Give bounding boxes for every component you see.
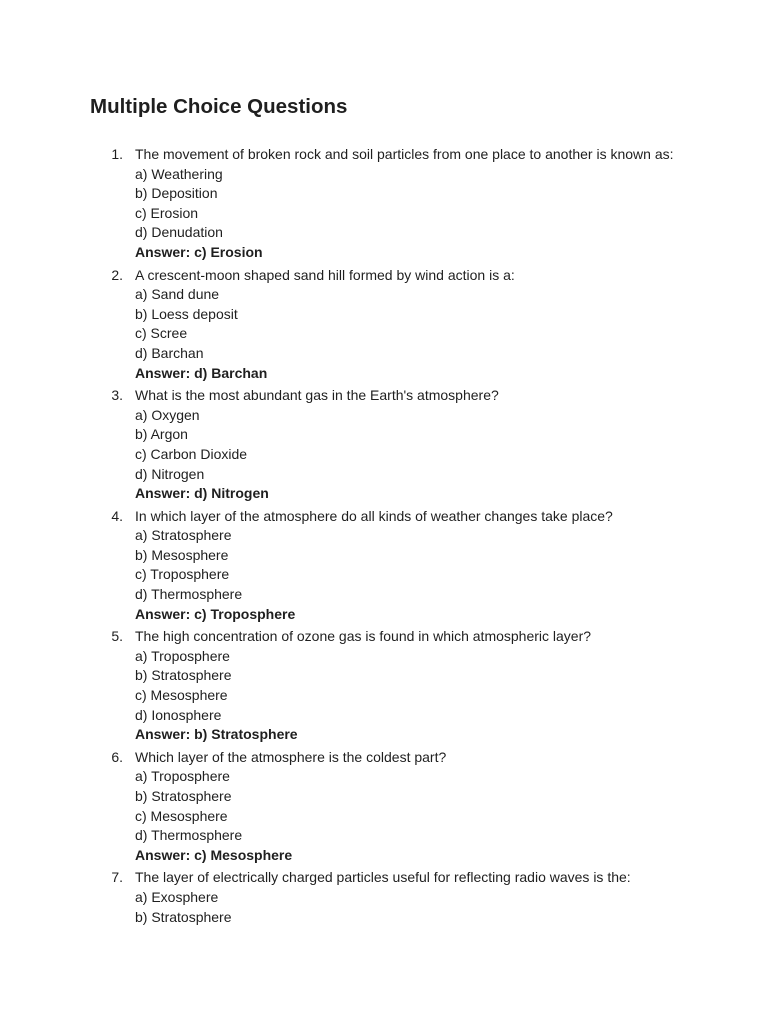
correct-answer: Answer: c) Erosion <box>135 243 263 260</box>
answer-option: b) Deposition <box>135 185 218 202</box>
question-number: 4. <box>111 507 123 524</box>
answer-option: b) Stratosphere <box>135 908 232 925</box>
question-text: A crescent-moon shaped sand hill formed by wind action is a: <box>135 266 515 283</box>
question-number: 3. <box>111 387 123 404</box>
question-list <box>90 145 730 927</box>
answer-option: a) Troposphere <box>135 768 230 785</box>
answer-option: a) Troposphere <box>135 647 230 664</box>
answer-option: b) Loess deposit <box>135 305 238 322</box>
question-text: The movement of broken rock and soil particles from one place to another is known as: <box>135 146 674 162</box>
question-item <box>90 748 730 866</box>
answer-option: b) Argon <box>135 426 188 443</box>
answer-option: d) Thermosphere <box>135 827 243 844</box>
question-item <box>90 627 730 745</box>
answer-option: b) Stratosphere <box>135 788 232 804</box>
question-text: The layer of electrically charged particles useful for reflecting radio waves is the: <box>135 869 631 886</box>
question-item <box>90 507 730 625</box>
answer-option: a) Weathering <box>135 165 223 182</box>
answer-option: d) Ionosphere <box>135 706 222 723</box>
answer-option: c) Mesosphere <box>135 687 228 704</box>
answer-option: a) Exosphere <box>135 888 219 905</box>
correct-answer: Answer: c) Mesosphere <box>135 846 293 863</box>
question-number: 1. <box>111 146 123 162</box>
answer-option: d) Nitrogen <box>135 465 205 482</box>
answer-option: d) Barchan <box>135 344 204 361</box>
question-item <box>90 145 730 263</box>
question-number: 2. <box>111 266 123 283</box>
answer-option: c) Troposphere <box>135 566 230 583</box>
correct-answer: Answer: c) Troposphere <box>135 605 296 622</box>
question-item <box>90 386 730 504</box>
question-item <box>90 868 730 927</box>
question-number: 7. <box>111 869 123 886</box>
answer-option: b) Mesosphere <box>135 546 229 563</box>
answer-option: c) Scree <box>135 325 188 342</box>
answer-option: c) Carbon Dioxide <box>135 445 248 462</box>
correct-answer: Answer: b) Stratosphere <box>135 726 298 743</box>
question-text: In which layer of the atmosphere do all kinds of weather changes take place? <box>135 507 613 524</box>
answer-option: d) Thermosphere <box>135 586 243 603</box>
answer-option: c) Mesosphere <box>135 807 228 824</box>
answer-option: c) Erosion <box>135 204 199 221</box>
page-title: Multiple Choice Questions <box>90 95 348 118</box>
document-page <box>90 94 730 930</box>
answer-option: a) Sand dune <box>135 286 220 303</box>
question-text: Which layer of the atmosphere is the coldest part? <box>135 748 447 765</box>
answer-option: b) Stratosphere <box>135 667 232 684</box>
correct-answer: Answer: d) Barchan <box>135 364 268 381</box>
question-number: 6. <box>111 748 123 765</box>
correct-answer: Answer: d) Nitrogen <box>135 485 269 502</box>
answer-option: a) Stratosphere <box>135 527 232 544</box>
question-text: The high concentration of ozone gas is found in which atmospheric layer? <box>135 628 592 645</box>
question-text: What is the most abundant gas in the Earth's atmosphere? <box>135 387 499 404</box>
answer-option: a) Oxygen <box>135 406 200 423</box>
answer-option: d) Denudation <box>135 224 223 241</box>
question-number: 5. <box>111 628 123 645</box>
question-item <box>90 266 730 384</box>
